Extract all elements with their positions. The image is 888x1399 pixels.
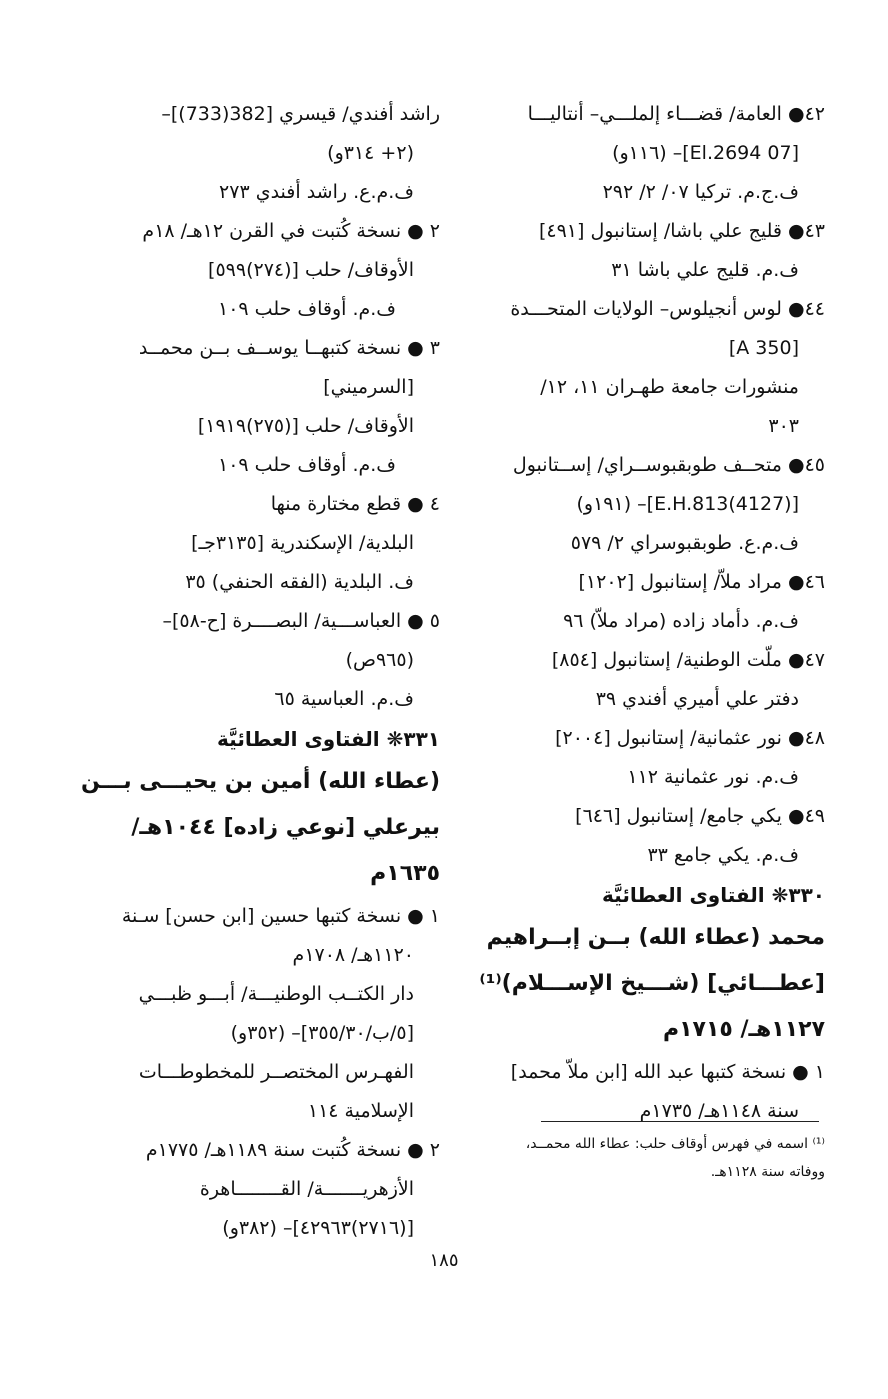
- right-column: [463, 95, 825, 1131]
- page-number: ١٨٥: [429, 1250, 459, 1271]
- entry-heading: ٣٣١❋ الفتاوى العطائيَّة: [217, 727, 440, 751]
- text-line: [٥/ب/٣٥٥/٣٠]– (٣٥٢و): [230, 1022, 414, 1044]
- text-line: ٣٠٣: [768, 415, 799, 437]
- text-line: ٤٦● مراد ملاّ/ إستانبول [١٢٠٢]: [578, 571, 825, 593]
- text-line: ٤ ● قطع مختارة منها: [270, 493, 440, 515]
- text-line: ٢ ● نسخة كُتبت سنة ١١٨٩هـ/ ١٧٧٥م: [145, 1139, 440, 1161]
- text-line: ف.م.ع. راشد أفندي ٢٧٣: [219, 181, 414, 203]
- text-line: ف.م.ع. طوبقبوسراي ٢/ ٥٧٩: [570, 532, 799, 554]
- left-column: [80, 95, 440, 1248]
- entry-heading: ١١٢٧هـ/ ١٧١٥م: [662, 1017, 825, 1042]
- text-line: الإسلامية ١١٤: [307, 1100, 414, 1122]
- text-line: سنة ١١٤٨هـ/ ١٧٣٥م: [639, 1100, 799, 1122]
- text-line: (٩٦٥ص): [345, 649, 414, 671]
- text-line: ١١٢٠هـ/ ١٧٠٨م: [292, 944, 414, 966]
- text-line: [07 El.2694]– (١١٦و): [612, 142, 799, 164]
- footnote: [463, 1130, 825, 1186]
- text-line: ٤٨● نور عثمانية/ إستانبول [٢٠٠٤]: [555, 727, 825, 749]
- entry-heading: بيرعلي [نوعي زاده] ١٠٤٤هـ/: [131, 815, 440, 840]
- text-line: الأوقاف/ حلب [(٢٧٤)٥٩٩]: [208, 259, 414, 281]
- text-line: ٤٣● قليج علي باشا/ إستانبول [٤٩١]: [538, 220, 825, 242]
- text-line: الفهـرس المختصــر للمخطوطـــات: [138, 1061, 414, 1083]
- footnote-divider: [541, 1121, 819, 1122]
- text-line: ف.م. دأماد زاده (مراد ملاّ) ٩٦: [563, 610, 799, 632]
- text-line: الأوقاف/ حلب [(٢٧٥)١٩١٩]: [197, 415, 414, 437]
- entry-heading: [عطـــائي] (شـــيخ الإســـلام)⁽¹⁾: [479, 971, 825, 996]
- text-line: ٥ ● العباســـية/ البصــــرة [ح-٥٨]–: [162, 610, 440, 632]
- text-line: ف.ج.م. تركيا ٠٧/ ٢/ ٢٩٢: [602, 181, 799, 203]
- text-line: ف. البلدية (الفقه الحنفي) ٣٥: [185, 571, 414, 593]
- text-line: [(٢٧١٦)٤٢٩٦٣]– (٣٨٢و): [222, 1217, 414, 1239]
- text-line: ٣ ● نسخة كتبهــا يوســف بــن محمــد: [138, 337, 440, 359]
- text-line: ف.م. العباسية ٦٥: [274, 688, 414, 710]
- text-line: راشد أفندي/ قيسري [382(733)]–: [161, 103, 440, 125]
- entry-heading: محمد (عطاء الله) بــن إبــراهيم: [486, 925, 825, 950]
- text-line: ٤٤● لوس أنجيلوس– الولايات المتحـــدة: [510, 298, 825, 320]
- text-line: ٤٩● يكي جامع/ إستانبول [٦٤٦]: [575, 805, 825, 827]
- text-line: ف.م. نور عثمانية ١١٢: [627, 766, 799, 788]
- text-line: منشورات جامعة طهـران ١١، ١٢/: [540, 376, 799, 398]
- text-line: ف.م. أوقاف حلب ١٠٩: [218, 298, 396, 320]
- entry-heading: ١٦٣٥م: [370, 861, 440, 886]
- text-line: ف.م. يكي جامع ٣٣: [647, 844, 799, 866]
- entry-heading: ٣٣٠❋ الفتاوى العطائيَّة: [602, 883, 825, 907]
- text-line: البلدية/ الإسكندرية [٣١٣٥جـ]: [191, 532, 414, 554]
- text-line: ٤٥● متحــف طوبقبوســراي/ إســتانبول: [512, 454, 825, 476]
- text-line: ٢ ● نسخة كُتبت في القرن ١٢هـ/ ١٨م: [142, 220, 440, 242]
- text-line: ١ ● نسخة كتبها عبد الله [ابن ملاّ محمد]: [510, 1061, 825, 1083]
- text-line: ٤٢● العامة/ قضـــاء إلملـــي– أنتاليـــا: [527, 103, 825, 125]
- text-line: ٤٧● ملّت الوطنية/ إستانبول [٨٥٤]: [551, 649, 825, 671]
- footnote-line: ووفاته سنة ١١٢٨هـ.: [710, 1164, 825, 1180]
- text-line: (٢+ ٣١٤و): [327, 142, 414, 164]
- text-line: [السرميني]: [323, 376, 414, 398]
- text-line: [E.H.813(4127)]– (١٩١و): [576, 493, 799, 515]
- text-line: ف.م. قليج علي باشا ٣١: [611, 259, 799, 281]
- text-line: [A 350]: [728, 337, 799, 359]
- entry-heading: (عطاء الله) أمين بن يحيـــى بـــن: [80, 769, 440, 794]
- text-line: ١ ● نسخة كتبها حسين [ابن حسن] سـنة: [121, 905, 440, 927]
- text-line: ف.م. أوقاف حلب ١٠٩: [218, 454, 396, 476]
- text-line: الأزهريـــــــة/ القــــــــاهرة: [199, 1178, 414, 1200]
- text-line: دار الكتــب الوطنيـــة/ أبـــو ظبـــي: [138, 983, 414, 1005]
- footnote-line: ⁽¹⁾ اسمه في فهرس أوقاف حلب: عطاء الله محمــد،: [525, 1136, 825, 1152]
- text-line: دفتر علي أميري أفندي ٣٩: [595, 688, 799, 710]
